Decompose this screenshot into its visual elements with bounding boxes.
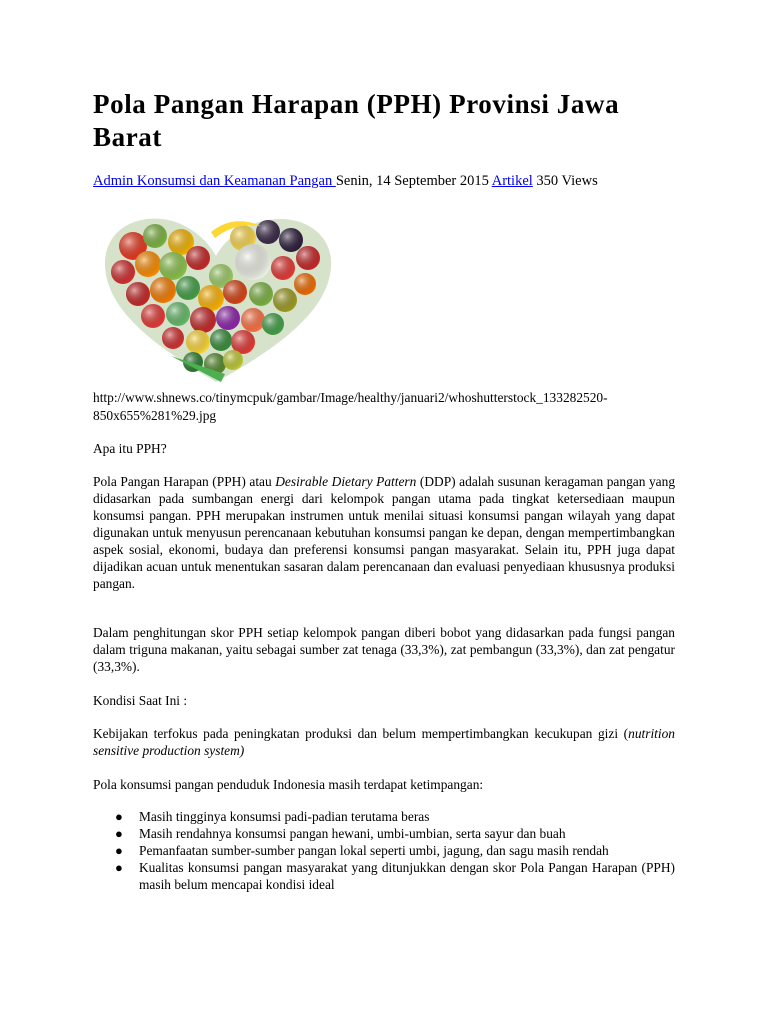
kondisi-heading: Kondisi Saat Ini : <box>93 693 188 708</box>
list-item-text: Kualitas konsumsi pangan masyarakat yang ditunjukkan dengan skor Pola Pangan Harapan (PPH) masih belum mencapai kondisi ideal <box>139 860 675 892</box>
nutrition-term: nutrition sensitive production system) <box>93 726 675 758</box>
issue-list <box>93 808 675 893</box>
list-item <box>93 825 675 842</box>
author-link[interactable]: Admin Konsumsi dan Keamanan Pangan <box>93 173 336 189</box>
ddp-term: Desirable Dietary Pattern <box>275 474 417 489</box>
question-heading: Apa itu PPH? <box>93 441 167 456</box>
list-item-text: Masih rendahnya konsumsi pangan hewani, umbi-umbian, serta sayur dan buah <box>139 826 566 841</box>
bullet-icon: ● <box>115 843 123 858</box>
paragraph-definition: Pola Pangan Harapan (PPH) atau Desirable Dietary Pattern (DDP) adalah susunan keragaman pangan yang didasarkan pada sumbangan energi dari kelompok pangan utama pada tingkat ketersediaan maupun konsumsi pangan. PPH merupakan instrumen untuk menilai situasi konsumsi pangan wilayah yang dapat digunakan untuk menyusun perencanaan kebutuhan konsumsi pangan ke depan, dengan mempertimbangkan aspek sosial, ekonomi, budaya dan preferensi konsumsi pangan masyarakat. Selain itu, PPH juga dapat dijadikan acuan untuk menentukan sasaran dalam perencanaan dan evaluasi penyediaan khususnya produksi pangan. <box>93 474 676 591</box>
list-item-text: Pemanfaatan sumber-sumber pangan lokal seperti umbi, jagung, dan sagu masih rendah <box>139 843 609 858</box>
paragraph-pattern: Pola konsumsi pangan penduduk Indonesia masih terdapat ketimpangan: <box>93 777 484 792</box>
list-item <box>93 808 675 825</box>
list-item <box>93 859 675 893</box>
hero-image <box>93 206 340 386</box>
category-link[interactable]: Artikel <box>491 173 533 189</box>
bullet-icon: ● <box>115 860 123 875</box>
paragraph-policy: Kebijakan terfokus pada peningkatan produksi dan belum mempertimbangkan kecukupan gizi (nutrition sensitive production system) <box>93 726 675 758</box>
view-count: 350 Views <box>532 173 598 189</box>
list-item-text: Masih tingginya konsumsi padi-padian terutama beras <box>139 809 430 824</box>
list-item <box>93 842 675 859</box>
article-meta <box>93 172 693 190</box>
publish-date: Senin, 14 September 2015 <box>335 173 492 189</box>
paragraph-scoring: Dalam penghitungan skor PPH setiap kelompok pangan diberi bobot yang didasarkan pada fungsi pangan dalam triguna makanan, yaitu sebagai sumber zat tenaga (33,3%), zat pembangun (33,3%), dan zat pengatur (33,3%). <box>93 625 675 674</box>
bullet-icon: ● <box>115 826 123 841</box>
image-url-caption: http://www.shnews.co/tinymcpuk/gambar/Image/healthy/januari2/whoshutterstock_133282520-850x655%281%29.jpg <box>93 390 608 423</box>
page-title: Pola Pangan Harapan (PPH) Provinsi Jawa Barat <box>93 89 620 152</box>
bullet-icon: ● <box>115 809 123 824</box>
